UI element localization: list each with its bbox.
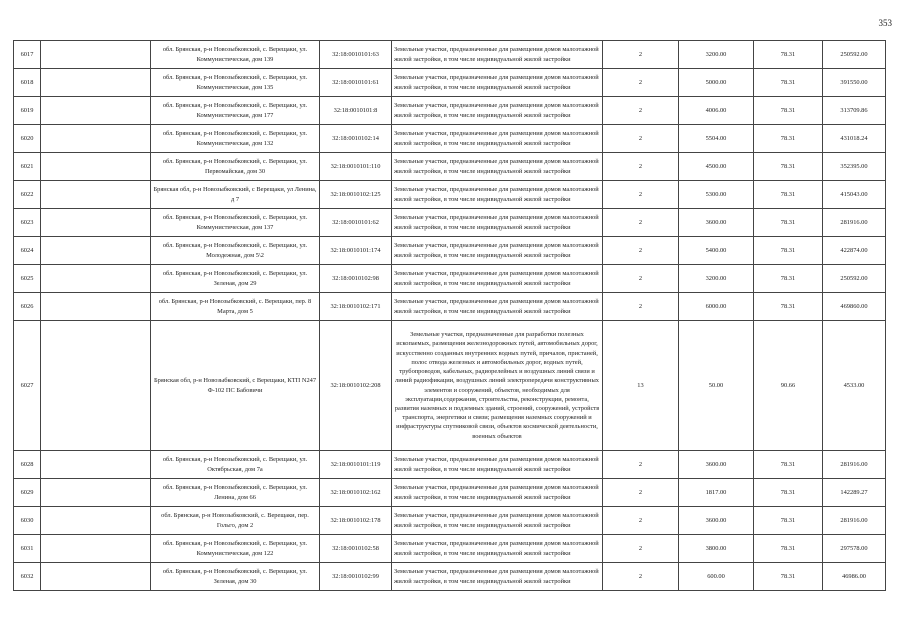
- record-number: 6028: [14, 451, 41, 479]
- cadastral-value-cell: 142289.27: [823, 479, 886, 507]
- empty-cell: [41, 69, 151, 97]
- specific-value-cell: 78.31: [754, 153, 823, 181]
- cadastral-value-cell: 4533.00: [823, 321, 886, 451]
- cadastral-number-cell: 32:18:0010101:61: [320, 69, 392, 97]
- record-number: 6023: [14, 209, 41, 237]
- land-use-cell: Земельные участки, предназначенные для разработки полезных ископаемых, размещения железнодорожных путей, автомобильных дорог, искусственно созданных внутренних водных путей, причалов, пристаней, полос отвода железных и автомобильных дорог, водных путей, трубопроводов, кабельных, радиорелейных и воздушных линий связи и линий радиофикации, воздушных линий электропередачи конструктивных элементов и сооружений, объектов, необходимых для эксплуатации,содержания, строительства, реконструкции, ремонта, развития наземных и подземных зданий, строений, сооружений, устройств транспорта, энергетики и связи; размещения наземных сооружений и инфраструктуры спутниковой связи, объектов космической деятельности, военных объектов: [392, 321, 603, 451]
- address-cell: обл. Брянская, р-н Новозыбковский, с. Верещаки, ул. Молодежная, дом 5\2: [151, 237, 320, 265]
- land-use-cell: Земельные участки, предназначенные для размещения домов малоэтажной жилой застройки, в том числе индивидуальной жилой застройки: [392, 293, 603, 321]
- record-number: 6030: [14, 507, 41, 535]
- specific-value-cell: 78.31: [754, 97, 823, 125]
- cadastral-number-cell: 32:18:0010102:14: [320, 125, 392, 153]
- cadastral-number-cell: 32:18:0010101:8: [320, 97, 392, 125]
- use-group-cell: 2: [603, 69, 679, 97]
- land-use-cell: Земельные участки, предназначенные для размещения домов малоэтажной жилой застройки, в том числе индивидуальной жилой застройки: [392, 535, 603, 563]
- cadastral-value-cell: 250592.00: [823, 41, 886, 69]
- area-cell: 4500.00: [679, 153, 754, 181]
- area-cell: 6000.00: [679, 293, 754, 321]
- cadastral-value-cell: 297578.00: [823, 535, 886, 563]
- empty-cell: [41, 41, 151, 69]
- address-cell: обл. Брянская, р-н Новозыбковский, с. Верещаки, ул. Коммунистическая, дом 177: [151, 97, 320, 125]
- use-group-cell: 2: [603, 479, 679, 507]
- use-group-cell: 2: [603, 535, 679, 563]
- empty-cell: [41, 181, 151, 209]
- record-number: 6027: [14, 321, 41, 451]
- table-body: [14, 41, 886, 591]
- use-group-cell: 2: [603, 209, 679, 237]
- cadastral-value-cell: 352395.00: [823, 153, 886, 181]
- land-use-cell: Земельные участки, предназначенные для размещения домов малоэтажной жилой застройки, в том числе индивидуальной жилой застройки: [392, 69, 603, 97]
- use-group-cell: 2: [603, 237, 679, 265]
- record-number: 6020: [14, 125, 41, 153]
- specific-value-cell: 78.31: [754, 479, 823, 507]
- cadastral-value-cell: 281916.00: [823, 209, 886, 237]
- land-use-cell: Земельные участки, предназначенные для размещения домов малоэтажной жилой застройки, в том числе индивидуальной жилой застройки: [392, 451, 603, 479]
- area-cell: 1817.00: [679, 479, 754, 507]
- address-cell: обл. Брянская, р-н Новозыбковский, с. Верещаки, ул. Коммунистическая, дом 139: [151, 41, 320, 69]
- cadastral-value-table: [13, 40, 886, 591]
- empty-cell: [41, 535, 151, 563]
- use-group-cell: 2: [603, 265, 679, 293]
- area-cell: 3200.00: [679, 41, 754, 69]
- cadastral-value-cell: 46986.00: [823, 563, 886, 591]
- table-row: [14, 265, 886, 293]
- specific-value-cell: 78.31: [754, 209, 823, 237]
- table-row: [14, 321, 886, 451]
- table-row: [14, 97, 886, 125]
- use-group-cell: 2: [603, 41, 679, 69]
- specific-value-cell: 78.31: [754, 125, 823, 153]
- page-number: 353: [878, 18, 892, 28]
- area-cell: 5300.00: [679, 181, 754, 209]
- cadastral-number-cell: 32:18:0010102:178: [320, 507, 392, 535]
- specific-value-cell: 78.31: [754, 237, 823, 265]
- land-use-cell: Земельные участки, предназначенные для размещения домов малоэтажной жилой застройки, в том числе индивидуальной жилой застройки: [392, 153, 603, 181]
- cadastral-number-cell: 32:18:0010102:208: [320, 321, 392, 451]
- use-group-cell: 2: [603, 97, 679, 125]
- use-group-cell: 2: [603, 181, 679, 209]
- empty-cell: [41, 97, 151, 125]
- empty-cell: [41, 265, 151, 293]
- area-cell: 5400.00: [679, 237, 754, 265]
- cadastral-value-cell: 422874.00: [823, 237, 886, 265]
- land-use-cell: Земельные участки, предназначенные для размещения домов малоэтажной жилой застройки, в том числе индивидуальной жилой застройки: [392, 507, 603, 535]
- address-cell: обл. Брянская, р-н Новозыбковский, с. Верещаки, пер. 8 Марта, дом 5: [151, 293, 320, 321]
- area-cell: 600.00: [679, 563, 754, 591]
- specific-value-cell: 78.31: [754, 41, 823, 69]
- empty-cell: [41, 209, 151, 237]
- address-cell: обл. Брянская, р-н Новозыбковский, с. Верещаки, пер. Гольго, дом 2: [151, 507, 320, 535]
- area-cell: 3800.00: [679, 535, 754, 563]
- land-use-cell: Земельные участки, предназначенные для размещения домов малоэтажной жилой застройки, в том числе индивидуальной жилой застройки: [392, 479, 603, 507]
- use-group-cell: 2: [603, 125, 679, 153]
- cadastral-value-cell: 281916.00: [823, 507, 886, 535]
- address-cell: обл. Брянская, р-н Новозыбковский, с. Верещаки, ул. Первомайская, дом 30: [151, 153, 320, 181]
- cadastral-number-cell: 32:18:0010102:58: [320, 535, 392, 563]
- record-number: 6026: [14, 293, 41, 321]
- table-row: [14, 451, 886, 479]
- specific-value-cell: 78.31: [754, 265, 823, 293]
- specific-value-cell: 78.31: [754, 181, 823, 209]
- record-number: 6024: [14, 237, 41, 265]
- cadastral-value-cell: 281916.00: [823, 451, 886, 479]
- specific-value-cell: 78.31: [754, 451, 823, 479]
- empty-cell: [41, 153, 151, 181]
- specific-value-cell: 90.66: [754, 321, 823, 451]
- cadastral-number-cell: 32:18:0010101:119: [320, 451, 392, 479]
- record-number: 6029: [14, 479, 41, 507]
- land-use-cell: Земельные участки, предназначенные для размещения домов малоэтажной жилой застройки, в том числе индивидуальной жилой застройки: [392, 209, 603, 237]
- address-cell: обл. Брянская, р-н Новозыбковский, с. Верещаки, ул. Зеленая, дом 29: [151, 265, 320, 293]
- record-number: 6018: [14, 69, 41, 97]
- address-cell: обл. Брянская, р-н Новозыбковский, с. Верещаки, ул. Коммунистическая, дом 122: [151, 535, 320, 563]
- empty-cell: [41, 507, 151, 535]
- cadastral-number-cell: 32:18:0010101:63: [320, 41, 392, 69]
- area-cell: 5504.00: [679, 125, 754, 153]
- empty-cell: [41, 293, 151, 321]
- cadastral-value-cell: 415043.00: [823, 181, 886, 209]
- cadastral-number-cell: 32:18:0010101:62: [320, 209, 392, 237]
- cadastral-value-cell: 250592.00: [823, 265, 886, 293]
- record-number: 6025: [14, 265, 41, 293]
- land-use-cell: Земельные участки, предназначенные для размещения домов малоэтажной жилой застройки, в том числе индивидуальной жилой застройки: [392, 125, 603, 153]
- table-row: [14, 181, 886, 209]
- table-row: [14, 293, 886, 321]
- empty-cell: [41, 125, 151, 153]
- use-group-cell: 13: [603, 321, 679, 451]
- table-row: [14, 479, 886, 507]
- use-group-cell: 2: [603, 507, 679, 535]
- area-cell: 3200.00: [679, 265, 754, 293]
- empty-cell: [41, 479, 151, 507]
- use-group-cell: 2: [603, 153, 679, 181]
- record-number: 6019: [14, 97, 41, 125]
- specific-value-cell: 78.31: [754, 69, 823, 97]
- record-number: 6021: [14, 153, 41, 181]
- table-row: [14, 69, 886, 97]
- cadastral-number-cell: 32:18:0010102:162: [320, 479, 392, 507]
- land-use-cell: Земельные участки, предназначенные для размещения домов малоэтажной жилой застройки, в том числе индивидуальной жилой застройки: [392, 265, 603, 293]
- address-cell: обл. Брянская, р-н Новозыбковский, с. Верещаки, ул. Коммунистическая, дом 135: [151, 69, 320, 97]
- table-row: [14, 153, 886, 181]
- cadastral-number-cell: 32:18:0010101:174: [320, 237, 392, 265]
- specific-value-cell: 78.31: [754, 563, 823, 591]
- land-use-cell: Земельные участки, предназначенные для размещения домов малоэтажной жилой застройки, в том числе индивидуальной жилой застройки: [392, 181, 603, 209]
- address-cell: обл. Брянская, р-н Новозыбковский, с. Верещаки, ул. Ленина, дом 66: [151, 479, 320, 507]
- table-row: [14, 535, 886, 563]
- empty-cell: [41, 237, 151, 265]
- specific-value-cell: 78.31: [754, 293, 823, 321]
- table-row: [14, 125, 886, 153]
- area-cell: 50.00: [679, 321, 754, 451]
- cadastral-number-cell: 32:18:0010101:110: [320, 153, 392, 181]
- cadastral-value-cell: 391550.00: [823, 69, 886, 97]
- address-cell: Брянская обл, р-н Новозыбковский, с Верещаки, КТП N247 Ф-102 ПС Бабовичи: [151, 321, 320, 451]
- table-row: [14, 237, 886, 265]
- empty-cell: [41, 451, 151, 479]
- cadastral-number-cell: 32:18:0010102:98: [320, 265, 392, 293]
- record-number: 6032: [14, 563, 41, 591]
- table-row: [14, 41, 886, 69]
- cadastral-value-cell: 469860.00: [823, 293, 886, 321]
- table-row: [14, 507, 886, 535]
- use-group-cell: 2: [603, 563, 679, 591]
- table-row: [14, 209, 886, 237]
- cadastral-number-cell: 32:18:0010102:171: [320, 293, 392, 321]
- cadastral-number-cell: 32:18:0010102:125: [320, 181, 392, 209]
- use-group-cell: 2: [603, 451, 679, 479]
- land-use-cell: Земельные участки, предназначенные для размещения домов малоэтажной жилой застройки, в том числе индивидуальной жилой застройки: [392, 97, 603, 125]
- land-use-cell: Земельные участки, предназначенные для размещения домов малоэтажной жилой застройки, в том числе индивидуальной жилой застройки: [392, 563, 603, 591]
- cadastral-number-cell: 32:18:0010102:99: [320, 563, 392, 591]
- cadastral-value-cell: 313709.86: [823, 97, 886, 125]
- specific-value-cell: 78.31: [754, 535, 823, 563]
- area-cell: 3600.00: [679, 209, 754, 237]
- address-cell: Брянская обл, р-н Новозыбковский, с Верещаки, ул Ленина, д 7: [151, 181, 320, 209]
- area-cell: 5000.00: [679, 69, 754, 97]
- record-number: 6022: [14, 181, 41, 209]
- area-cell: 3600.00: [679, 507, 754, 535]
- empty-cell: [41, 563, 151, 591]
- address-cell: обл. Брянская, р-н Новозыбковский, с. Верещаки, ул. Зеленая, дом 30: [151, 563, 320, 591]
- record-number: 6031: [14, 535, 41, 563]
- use-group-cell: 2: [603, 293, 679, 321]
- address-cell: обл. Брянская, р-н Новозыбковский, с. Верещаки, ул. Октябрьская, дом 7а: [151, 451, 320, 479]
- address-cell: обл. Брянская, р-н Новозыбковский, с. Верещаки, ул. Коммунистическая, дом 132: [151, 125, 320, 153]
- address-cell: обл. Брянская, р-н Новозыбковский, с. Верещаки, ул. Коммунистическая, дом 137: [151, 209, 320, 237]
- area-cell: 4006.00: [679, 97, 754, 125]
- specific-value-cell: 78.31: [754, 507, 823, 535]
- record-number: 6017: [14, 41, 41, 69]
- land-use-cell: Земельные участки, предназначенные для размещения домов малоэтажной жилой застройки, в том числе индивидуальной жилой застройки: [392, 237, 603, 265]
- area-cell: 3600.00: [679, 451, 754, 479]
- cadastral-value-cell: 431018.24: [823, 125, 886, 153]
- land-use-cell: Земельные участки, предназначенные для размещения домов малоэтажной жилой застройки, в том числе индивидуальной жилой застройки: [392, 41, 603, 69]
- table-row: [14, 563, 886, 591]
- empty-cell: [41, 321, 151, 451]
